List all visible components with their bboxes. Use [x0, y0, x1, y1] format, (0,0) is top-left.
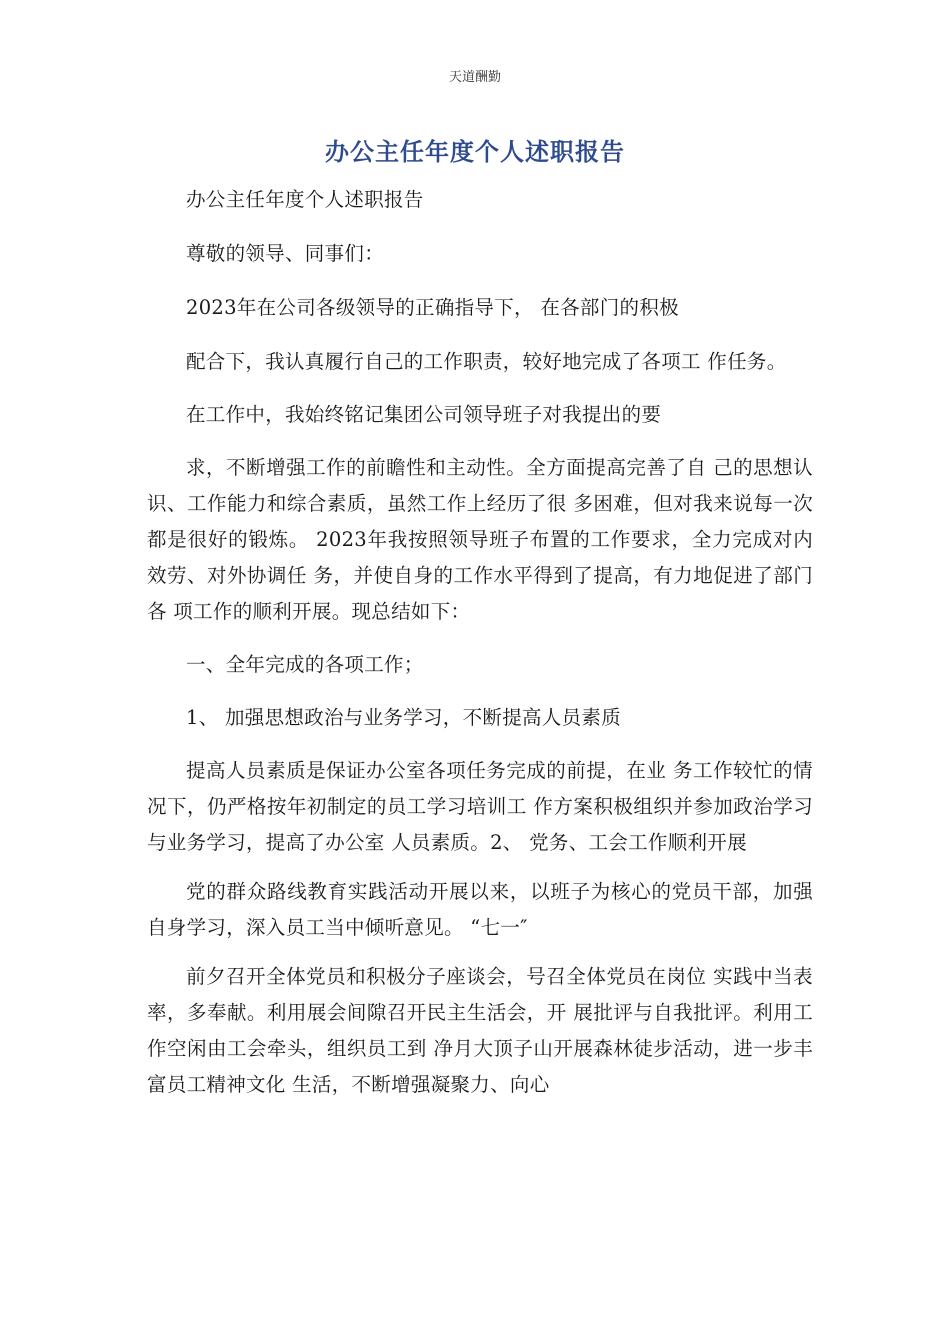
document-title: 办公主任年度个人述职报告 — [325, 138, 625, 166]
paragraph-work-cont: 求，不断增强工作的前瞻性和主动性。全方面提高完善了自 己的思想认识、工作能力和综合素质，虽然工作上经历了很 多困难，但对我来说每一次都是很好的锻炼。 2023年我按照领导班子布置的工作要求，全力完成对内效劳、对外协调任 务，并使自身的工作水平得到了提高，有力地促进了部门各 项工作的顺利开展。现总结如下： — [147, 456, 813, 623]
paragraph-salutation: 尊敬的领导、同事们： — [186, 242, 385, 265]
page-header: 天道酬勤 — [448, 70, 501, 85]
paragraph-intro-cont: 配合下，我认真履行自己的工作职责，较好地完成了各项工 作任务。 — [186, 350, 787, 373]
item-heading-1: 1、 加强思想政治与业务学习，不断提高人员素质 — [186, 706, 622, 729]
paragraph-subtitle: 办公主任年度个人述职报告 — [186, 188, 424, 211]
paragraph-party: 党的群众路线教育实践活动开展以来，以班子为核心的党员干部，加强自身学习，深入员工当中倾听意见。 “七一″ — [147, 880, 813, 939]
paragraph-intro: 2023年在公司各级领导的正确指导下， 在各部门的积极 — [186, 296, 679, 319]
document-body — [147, 182, 813, 1103]
paragraph-quality: 提高人员素质是保证办公室各项任务完成的前提，在业 务工作较忙的情况下，仍严格按年初制定的员工学习培训工 作方案积极组织并参加政治学习与业务学习，提高了办公室 人员素质。2、 党务、工会工作顺利开展 — [147, 759, 813, 854]
paragraph-party-cont: 前夕召开全体党员和积极分子座谈会，号召全体党员在岗位 实践中当表率，多奉献。利用展会间隙召开民主生活会，开 展批评与自我批评。利用工作空闲由工会牵头，组织员工到 净月大顶子山开展森林徒步活动，进一步丰富员工精神文化 生活，不断增强凝聚力、向心 — [147, 965, 813, 1096]
paragraph-work: 在工作中，我始终铭记集团公司领导班子对我提出的要 — [186, 403, 662, 426]
section-heading-1: 一、全年完成的各项工作； — [186, 653, 424, 676]
